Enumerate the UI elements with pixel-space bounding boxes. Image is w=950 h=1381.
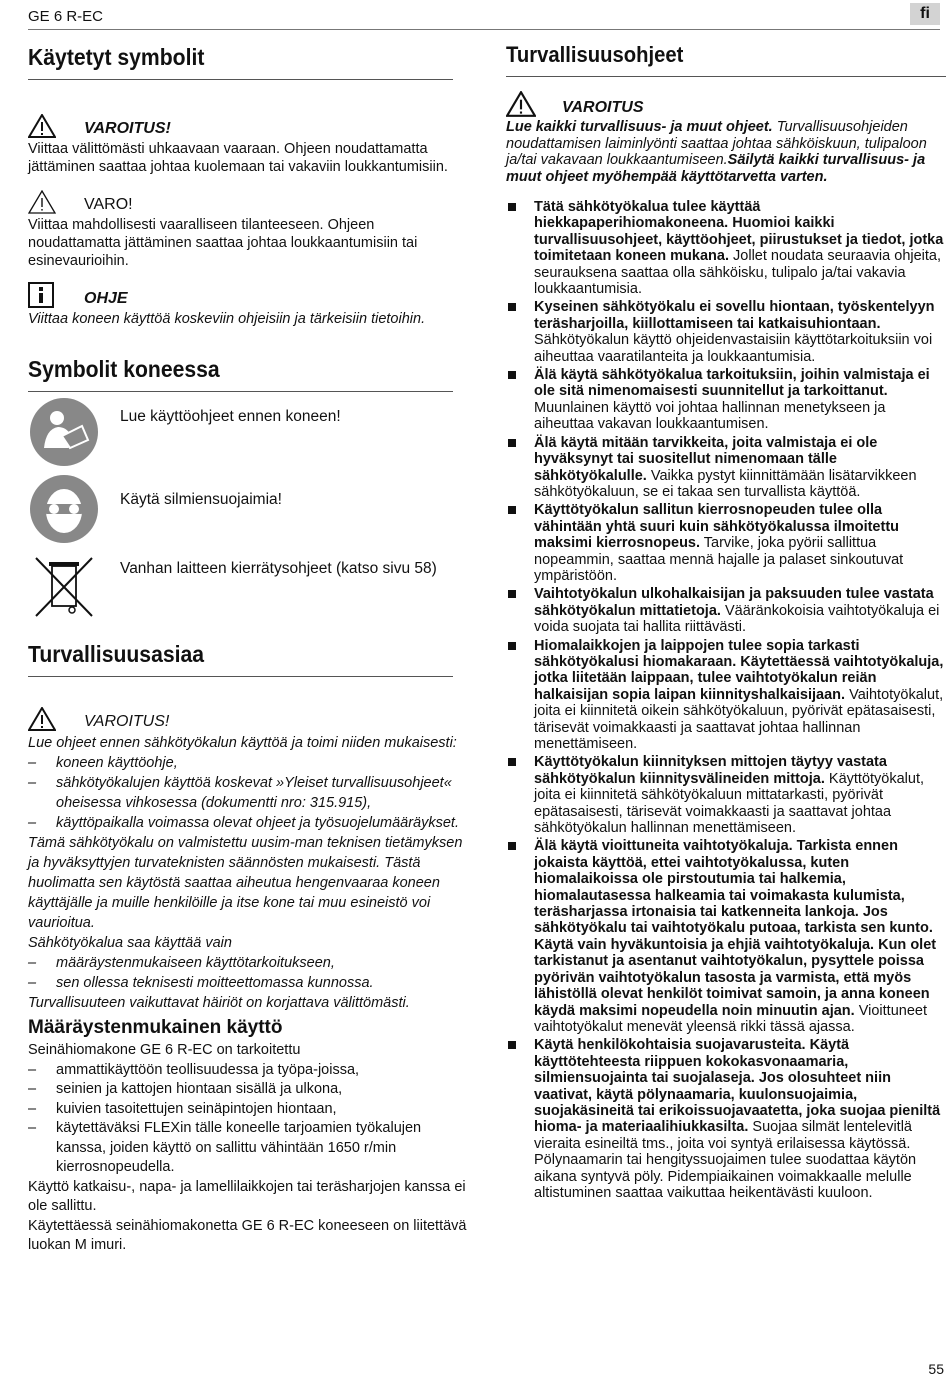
list-item: – sähkötyökalujen käyttöä koskevat »Yleiset turvallisuusohjeet« oheisessa vihkosessa (dokumentti nro: 315.915),: [28, 775, 452, 811]
list-item: – käyttöpaikalla voimassa olevat ohjeet ja työsuojelumääräykset.: [28, 815, 459, 831]
list-item: Älä käytä vioittuneita vaihtotyökaluja. Tarkista ennen jokaista käyttöä, ettei vaihtotyökalussa, kuten hiomalaikoissa ole pirstoutumia tai halkemia, hiomalautasessa halkeamia tai voimakasta kulumista, teräsharjassa irtonaisia tai katkenneita lankoja. Jos sähkötyökalu tai vaihtotyökalu putoaa, tarkista sen kunto. Käytä vain hyväkuntoisia ja ehjiä vaihtotyökaluja. Kun olet tarkistanut ja asentanut vaihtotyökalun, pysyttele poissa pyörivän vaihtotyökalun tasosta ja varmista, että myös lähistöllä olevat henkilöt toimivat samoin, ja anna koneen käydä maksimi nopeudella noin minuutin ajan. Vioittuneet vaihtotyökalut menevät yleensä rikki tässä ajassa.: [506, 838, 946, 1035]
list-item: Älä käytä sähkötyökalua tarkoituksiin, joihin valmistaja ei ole sitä nimenomaisesti suunnitellut ja tarkoittanut. Muunlainen käyttö voi johtaa hallinnan menetykseen ja aiheuttaa vakavan loukkaantumisen.: [506, 367, 946, 433]
symbol-row: [28, 396, 468, 473]
safety-para: Tämä sähkötyökalu on valmistettu uusim-man teknisen tietämyksen ja hyväksyttyjen turvateknisten säännösten mukaisesti. Tästä huolimatta sen käytöstä saattaa aiheutua hengenvaaraa koneen käyttäjälle ja muille henkilöille ja itse kone tai muu esineistö voi vaurioitua.: [28, 835, 463, 931]
caution-signal: [28, 190, 468, 214]
symbols-used-section: [28, 44, 468, 328]
divider: [28, 391, 453, 392]
note-text: Viittaa koneen käyttöä koskeviin ohjeisiin ja tärkeisiin tietoihin.: [28, 311, 426, 327]
read-manual-icon: [28, 396, 100, 468]
warning-triangle-icon: [28, 707, 56, 731]
intended-use-section: [28, 1017, 468, 1256]
left-column: [28, 36, 468, 1256]
machine-symbols-section: [28, 356, 468, 627]
intended-use-para: Käytettäessä seinähiomakonetta GE 6 R-EC koneeseen on liitettävä luokan M imuri.: [28, 1217, 467, 1253]
safety-instructions-section: [506, 42, 946, 1201]
warning-label: VAROITUS: [562, 99, 644, 116]
section-title: Käytetyt symbolit: [28, 44, 205, 70]
eye-protection-icon: [28, 473, 100, 545]
symbol-row: [28, 473, 468, 550]
list-item: Käyttötyökalun sallitun kierrosnopeuden tulee olla vähintään yhtä suuri kuin sähkötyökalussa ilmoitettu maksimi kierrosnopeus. Tarvike, joka pyörii sallittua nopeammin, saattaa mennä hajalle ja palaset sinkoutuvat ympäristöön.: [506, 502, 946, 584]
warning-label: VAROITUS!: [84, 713, 170, 730]
usage-intro: Sähkötyökalua saa käyttää vain: [28, 935, 232, 951]
section-title: Symbolit koneessa: [28, 356, 220, 382]
warning-triangle-icon: [28, 114, 56, 138]
note-signal: [28, 282, 468, 308]
safety-section: [28, 641, 468, 1013]
list-item: Tätä sähkötyökalua tulee käyttää hiekkapaperihiomakoneena. Huomioi kaikki turvallisuusohjeet, käyttöohjeet, piirustukset ja tiedot, jotka toimitetaan koneen mukana. Jollet noudata seuraavia ohjeita, seurauksena saattaa olla sähköisku, tulipalo ja/tai vakavia loukkaantumisia.: [506, 199, 946, 297]
caution-label: VARO!: [84, 196, 133, 213]
section-title: Määräystenmukainen käyttö: [28, 1017, 283, 1038]
intended-use-para: Käyttö katkaisu-, napa- ja lamellilaikkojen tai teräsharjojen kanssa ei ole sallittu.: [28, 1178, 466, 1214]
list-item: Hiomalaikkojen ja laippojen tulee sopia tarkasti sähkötyökalusi hiomakaraan. Käytettäessä vaihtotyökaluja, jotka liitetään laippaan, tulee vaihtotyökalun reiän halkaisijan sopia laipan kiinnityshalkaisijaan. Vaihtotyökalut, joita ei kiinnitetä oikein sähkötyökaluun, pyörivät epätasaisesti, tärisevät voimakkaasti ja saattavat johtaa hallinnan menettämiseen.: [506, 638, 946, 753]
list-item: – koneen käyttöohje,: [28, 755, 178, 771]
list-item: – määräystenmukaiseen käyttötarkoitukseen,: [28, 955, 335, 971]
warning-text: Viittaa välittömästi uhkaavaan vaaraan. Ohjeen noudattamatta jättäminen saattaa johtaa kuolemaan tai vakaviin loukkantumisiin.: [28, 141, 448, 175]
note-label: OHJE: [84, 290, 128, 307]
safety-list: [506, 199, 946, 1201]
divider: [506, 76, 946, 77]
list-item: – käytettäväksi FLEXin tälle koneelle tarjoamien työkalujen kanssa, joiden käyttö on sallittu vähintään 1650 r/min kierrosnopeudella.: [28, 1120, 422, 1175]
list-item: Älä käytä mitään tarvikkeita, joita valmistaja ei ole hyväksynyt tai suositellut nimenomaan tälle sähkötyökalulle. Vaikka pystyt kiinnittämään lisätarvikkeen sähkötyökaluun, se ei takaa sen turvallista käyttöä.: [506, 435, 946, 501]
language-badge: fi: [910, 3, 940, 25]
safety-intro: Lue ohjeet ennen sähkötyökalun käyttöä ja toimi niiden mukaisesti:: [28, 735, 457, 751]
list-item: – ammattikäyttöön teollisuudessa ja työpa-joissa,: [28, 1061, 360, 1078]
list-item: Käytä henkilökohtaisia suojavarusteita. Käytä käyttötehteesta riippuen kokokasvonaamaria, silmiensuojainta tai suojalaseja. Jos olosuhteet niin vaativat, käytä pölynaamaria, kuulonsuojaimia, suojakäsineitä tai erikoissuojavaatetta, joka suojaa pieniltä hioma- ja materiaalihiukkasilta. Suojaa silmät lentelevitlä vieraita esineiltä tms., joita voi syntyä erilaisessa käytössä. Pölynaamarin tai hengityssuojaimen tulee suodattaa käytön aikana syntyvä pöly. Pidempiaikainen voimakkaalle melulle altistuminen saattaa vaikuttaa heikentävästi kuuloon.: [506, 1037, 946, 1201]
safety-footer: Turvallisuuteen vaikuttavat häiriöt on korjattava välittömästi.: [28, 995, 410, 1011]
warning-signal: [28, 114, 468, 138]
caution-triangle-icon: [28, 190, 56, 214]
list-item: Käyttötyökalun kiinnityksen mittojen täytyy vastata sähkötyökalun kiinnitysvälineiden mittoja. Käyttötyökalut, joita ei kiinnitetä sähkötyökaluun mittatarkasti, pyörivät epätasaisesti, tärisevät voimakkaasti ja saattavat johtaa sähkötyökalun hallinnan menettämiseen.: [506, 754, 946, 836]
list-item: – seinien ja kattojen hiontaan sisällä ja ulkona,: [28, 1081, 343, 1097]
warning-signal: [506, 91, 946, 117]
page-number: 55: [928, 1361, 944, 1377]
divider: [28, 676, 453, 677]
intended-use-text: [28, 1041, 468, 1256]
list-item: – sen ollessa teknisesti moitteettomassa kunnossa.: [28, 975, 374, 991]
section-title: Turvallisuusohjeet: [506, 42, 684, 67]
safety-instructions-intro: Lue kaikki turvallisuus- ja muut ohjeet. Turvallisuusohjeiden noudattamisen laiminlyönti saattaa johtaa sähköiskuun, tulipaloon ja/tai vakavaan loukkaantumiseen.Säilytä kaikki turvallisuus- ja muut ohjeet myöhempää käyttötarvetta varten.: [506, 119, 927, 185]
info-icon: [28, 282, 54, 308]
header-divider: [28, 29, 940, 30]
list-item: – kuivien tasoitettujen seinäpintojen hiontaan,: [28, 1100, 337, 1117]
section-title: Turvallisuusasiaa: [28, 641, 205, 667]
warning-signal: [28, 707, 468, 731]
safety-text: [28, 733, 468, 1013]
warning-label: VAROITUS!: [84, 120, 171, 137]
warning-triangle-icon: [506, 91, 536, 117]
list-item: Kyseinen sähkötyökalu ei sovellu hiontaan, työskentelyyn teräsharjoilla, kiillottamiseen tai katkaisuhiontaan. Sähkötyökalun käyttö ohjeidenvastaisiin käyttötarkoituksiin voi aiheuttaa vaaratilanteita ja loukkaantumisia.: [506, 299, 946, 365]
symbol-label: Lue käyttöohjeet ennen koneen!: [120, 407, 341, 425]
header-model: GE 6 R-EC: [28, 8, 104, 25]
symbol-row: [28, 554, 468, 627]
symbol-label: Käytä silmiensuojaimia!: [120, 490, 282, 508]
list-item: Vaihtotyökalun ulkohalkaisijan ja paksuuden tulee vastata sähkötyökalun mittatietoja. Vääränkokoisia vaihtotyökaluja ei voida suojata tai hallita riittävästi.: [506, 586, 946, 635]
divider: [28, 79, 453, 80]
weee-bin-icon: [28, 554, 100, 622]
caution-text: Viittaa mahdollisesti vaaralliseen tilanteeseen. Ohjeen noudattamatta jättäminen saattaa johtaa loukkaantumisiin tai esinevaurioihin.: [28, 217, 418, 269]
right-column: [506, 36, 946, 1203]
symbol-label: Vanhan laitteen kierrätysohjeet (katso sivu 58): [120, 559, 437, 577]
intended-use-intro: Seinähiomakone GE 6 R-EC on tarkoitettu: [28, 1042, 301, 1058]
